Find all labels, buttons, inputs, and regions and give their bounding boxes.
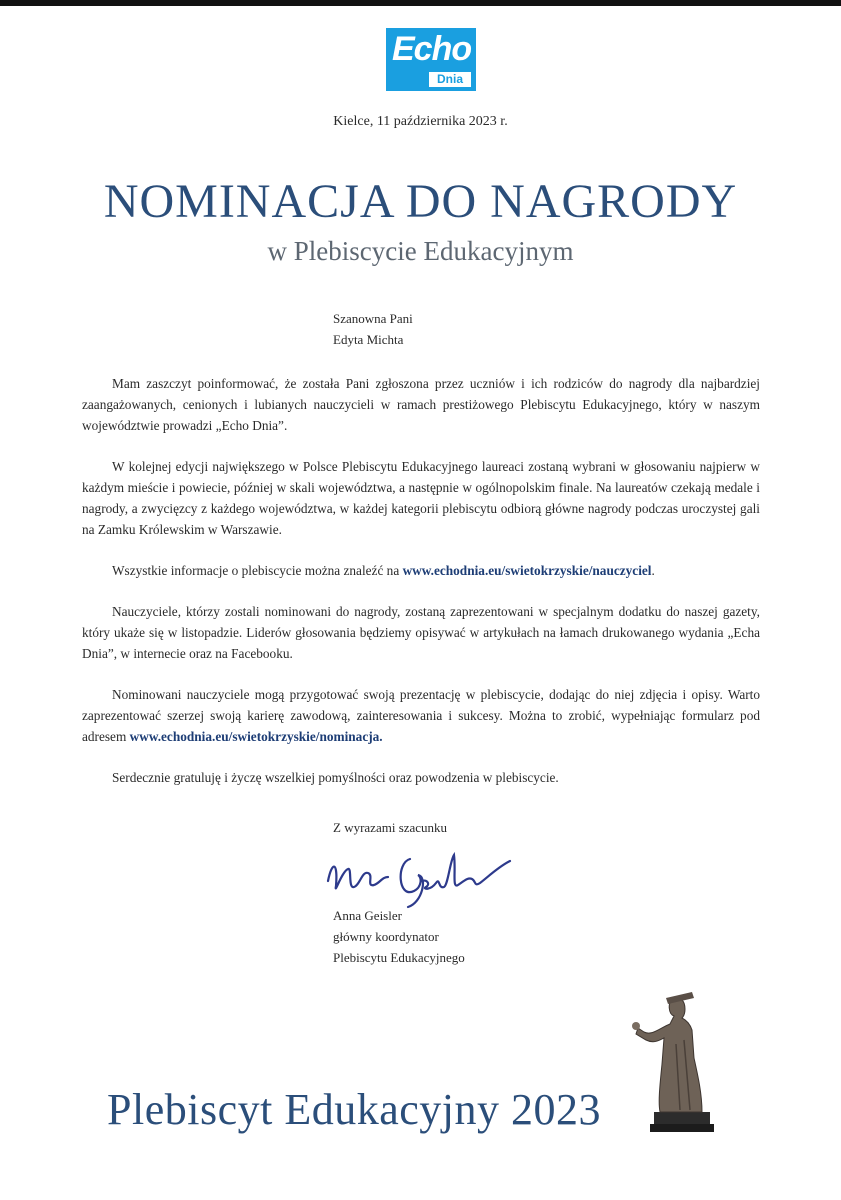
logo-dnia-text: Dnia	[429, 72, 471, 87]
recipient-name: Edyta Michta	[333, 332, 404, 347]
paragraph-4: Nauczyciele, którzy zostali nominowani do nagrody, zostaną zaprezentowani w specjalnym dodatku do naszej gazety, który ukaże się w listopadzie. Liderów głosowania będziemy opisywać w artykułach na łamach drukowanego wydania „Echa Dnia”, w internecie oraz na Facebooku.	[82, 604, 760, 661]
paragraph-1: Mam zaszczyt poinformować, że została Pani zgłoszona przez uczniów i ich rodziców do nagrody dla najbardziej zaangażowanych, cenionych i lubianych nauczycieli w ramach prestiżowego Plebiscytu Edukacyjnego, który w naszym województwie prowadzi „Echo Dnia”.	[82, 376, 760, 433]
letter-date: Kielce, 11 października 2023 r.	[333, 114, 508, 129]
closing-regards: Z wyrazami szacunku	[333, 820, 448, 835]
trophy-statue-icon	[620, 984, 730, 1134]
document-page	[0, 6, 841, 1200]
salutation	[333, 308, 413, 350]
signer-role: główny koordynator	[333, 929, 439, 944]
page-subtitle: w Plebiscycie Edukacyjnym	[267, 236, 574, 266]
paragraph-3	[82, 560, 760, 581]
nominacja-link[interactable]: www.echodnia.eu/swietokrzyskie/nominacja.	[129, 729, 383, 744]
signature-icon	[318, 841, 518, 911]
signer-organization: Plebiscytu Edukacyjnego	[333, 950, 465, 965]
logo-echo-text: Echo	[392, 30, 472, 68]
letter-body	[82, 373, 760, 808]
nauczyciel-link[interactable]: www.echodnia.eu/swietokrzyskie/nauczyciel	[402, 563, 652, 578]
paragraph-3-end: .	[651, 563, 655, 578]
echo-dnia-logo-icon	[386, 28, 476, 91]
salutation-greeting: Szanowna Pani	[333, 311, 413, 326]
footer-title: Plebiscyt Edukacyjny 2023	[107, 1085, 601, 1134]
page-title: NOMINACJA DO NAGRODY	[103, 175, 738, 228]
signature-block	[333, 905, 465, 968]
paragraph-5	[82, 684, 760, 747]
paragraph-5-text: Nominowani nauczyciele mogą przygotować swoją prezentację w plebiscycie, dodając do niej zdjęcia i opisy. Warto zaprezentować szerzej swoją karierę zawodową, zainteresowania i sukcesy. Można to zrobić, wypełniając formularz pod adresem	[82, 687, 760, 744]
paragraph-3-text: Wszystkie informacje o plebiscycie można znaleźć na	[112, 563, 403, 578]
paragraph-6: Serdecznie gratuluję i życzę wszelkiej pomyślności oraz powodzenia w plebiscycie.	[112, 770, 559, 785]
paragraph-2: W kolejnej edycji największego w Polsce Plebiscytu Edukacyjnego laureaci zostaną wybrani w głosowaniu najpierw w każdym mieście i powiecie, później w skali województwa, a następnie w ogólnopolskim finale. Na laureatów czekają medale i nagrody, a zwycięzcy z każdego województwa, w każdej kategorii plebiscytu odbiorą główne nagrody podczas uroczystej gali na Zamku Królewskim w Warszawie.	[82, 459, 760, 537]
signer-name: Anna Geisler	[333, 908, 402, 923]
